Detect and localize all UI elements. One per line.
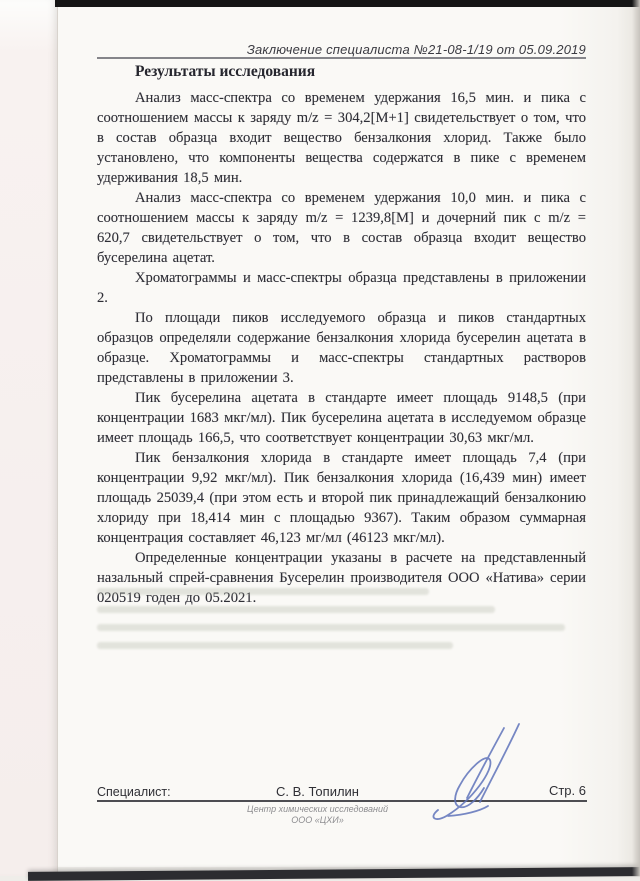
document-body	[97, 88, 586, 608]
organization-abbreviation: ООО «ЦХИ»	[291, 814, 344, 825]
document-page	[58, 7, 640, 867]
page-number-label: Стр. 6	[548, 783, 586, 798]
signature-ink	[420, 718, 535, 828]
scan-edge-top	[55, 0, 640, 7]
bleed-through-line	[97, 642, 453, 649]
footer-role-label: Специалист:	[97, 785, 171, 799]
scan-edge-right	[632, 0, 640, 876]
paragraph: Пик бензалкония хлорида в стандарте имеет площадь 7,4 (при концентрации 9,92 мкг/мл). Пик бензалкония хлорида (16,439 мин) имеет площадь 25039,4 (при этом есть и второй пик принадлежащий бензалконию хлориду при 18,414 мин с площадью 9367). Таким образом суммарная концентрация составляет 46,123 мг/мл (46123 мкг/мл).	[97, 450, 586, 546]
paragraph: По площади пиков исследуемого образца и пиков стандартных образцов определяли содержание бензалкония хлорида бусерелин ацетата в образце. Хроматограммы и масс-спектры стандартных растворов представлены в приложении 3.	[97, 310, 586, 386]
paragraph: Пик бусерелина ацетата в стандарте имеет площадь 9148,5 (при концентрации 1683 мкг/мл). Пик бусерелина ацетата в исследуемом образце имеет площадь 166,5, что соответствует концентрации 30,63 мкг/мл.	[97, 390, 586, 446]
scanner-background-left	[0, 0, 58, 876]
paragraph: Хроматограммы и масс-спектры образца представлены в приложении 2.	[97, 270, 586, 306]
paragraph: Анализ масс-спектра со временем удержания 16,5 мин. и пика с соотношением массы к заряду m/z = 304,2[М+1] свидетельствует о том, что в состав образца входит вещество бензалкония хлорид. Также было установлено, что компоненты вещества содержатся в пике с временем удерживания 18,5 мин.	[97, 90, 586, 186]
bleed-through-line	[97, 606, 495, 613]
bleed-through-line	[97, 624, 565, 631]
organization-name: Центр химических исследований	[246, 804, 389, 814]
paragraph: Анализ масс-спектра со временем удержания 10,0 мин. и пика с соотношением массы к заряду m/z = 1239,8[М] и дочерний пик с m/z = 620,7 свидетельствует о том, что в состав образца входит вещество бусерелина ацетат.	[97, 190, 586, 266]
bleed-through-line	[97, 588, 429, 595]
specialist-name: С. В. Топилин	[276, 784, 359, 799]
paragraph: Определенные концентрации указаны в расчете на представленный назальный спрей-сравнения Бусерелин производителя ООО «Натива» серии 020519 годен до 05.2021.	[97, 550, 586, 606]
section-heading: Результаты исследования	[135, 63, 316, 80]
scan-edge-bottom	[28, 867, 640, 881]
document-header: Заключение специалиста №21-08-1/19 от 05.09.2019	[246, 42, 586, 57]
header-rule	[97, 57, 586, 59]
